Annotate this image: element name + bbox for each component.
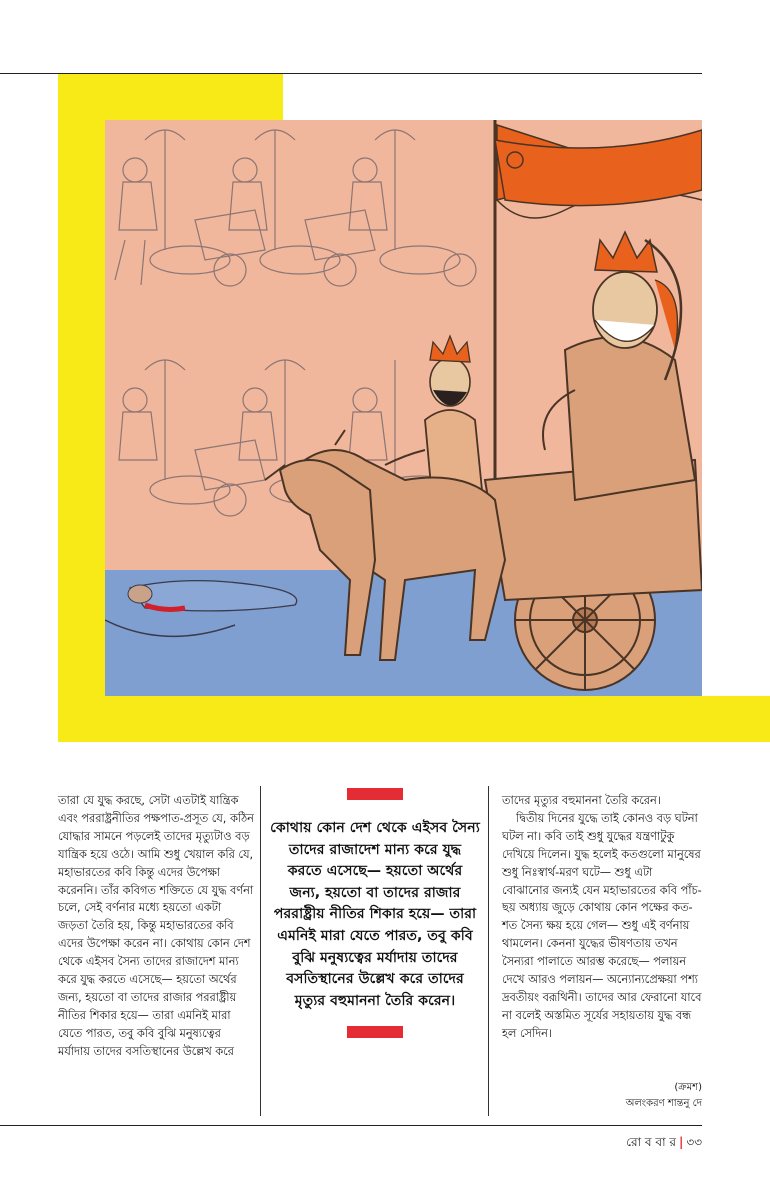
continued-note: (ক্রমশ)	[674, 1082, 702, 1093]
pull-quote-bar-bottom	[347, 1026, 403, 1038]
yellow-frame-left	[58, 74, 105, 742]
column-divider-right	[488, 786, 489, 1116]
bottom-rule	[0, 1125, 702, 1126]
footer-separator: |	[679, 1135, 684, 1149]
page-footer	[560, 1134, 702, 1154]
right-paragraph-continued: তাদের মৃত্যুর বহুমাননা তৈরি করেন।	[502, 794, 661, 807]
pull-quote	[270, 788, 480, 1038]
credit-block	[560, 1080, 702, 1112]
yellow-frame-bottom	[58, 696, 770, 742]
chariot-illustration	[105, 120, 702, 696]
pull-quote-bar-top	[347, 788, 403, 800]
illustration-credit: অলংকরণ শান্তনু দে	[625, 1098, 702, 1109]
right-paragraph: দ্বিতীয় দিনের যুদ্ধে তাই কোনও বড় ঘটনা ঘটল না। কবি তাই শুধু যুদ্ধের যন্ত্রণাটুকু দেখিয়ে দিলেন। যুদ্ধ হলেই কতগুলো মানুষের শুধু নিঃস্বার্থ-মরণ ঘটে— শুধু এটা বোঝানোর জন্যই যেন মহাভারতের কবি পাঁচ-ছয় অধ্যায় জুড়ে কোথায় কোন পক্ষের কত-শত সৈন্য ক্ষয় হয়ে গেল— শুধু এই বর্ণনায় থামলেন। কেননা যুদ্ধের ভীষণতায় তখন সৈন্যরা পালাতে আরম্ভ করেছে— পলায়ন দেখে আরও পলায়ন— অন্যোন্যপ্রেক্ষয়া পশ্য দ্রবতীয়ং বরূথিনী। তাদের আর ফেরানো যাবে না বলেই অস্তমিত সূর্যের সহায়তায় যুদ্ধ বন্ধ হল সেদিন।	[502, 811, 702, 1040]
page-number: ৩৩	[686, 1135, 702, 1149]
left-paragraph: তারা যে যুদ্ধ করছে, সেটা এতটাই যান্ত্রিক এবং পররাষ্ট্রনীতির পক্ষপাত-প্রসূত যে, কঠিন যোদ্ধার সামনে পড়লেই তাদের মৃত্যুটাও বড় যান্ত্রিক হয়ে ওঠে। আমি শুধু খেয়াল করি যে, মহাভারতের কবি কিন্তু এদের উপেক্ষা করেননি। তাঁর কবিগত শক্তিতে যে যুদ্ধ বর্ণনা চলে, সেই বর্ণনার মধ্যে হয়তো একটা জড়তা তৈরি হয়, কিন্তু মহাভারতের কবি এদের উপেক্ষা করেন না। কোথায় কোন দেশ থেকে এইসব সৈন্য তাদের রাজাদেশ মান্য করে যুদ্ধ করতে এসেছে— হয়তো অর্থের জন্য, হয়তো বা তাদের রাজার পররাষ্ট্রীয় নীতির শিকার হয়ে— তারা এমনিই মারা যেতে পারত, তবু কবি বুঝি মনুষ্যত্বের মর্যাদায় তাদের বসতিস্থানের উল্লেখ করে	[58, 794, 254, 1058]
article-column-right	[502, 792, 702, 1043]
column-divider-left	[260, 786, 261, 1116]
pull-quote-text: কোথায় কোন দেশ থেকে এইসব সৈন্য তাদের রাজাদেশ মান্য করে যুদ্ধ করতে এসেছে— হয়তো অর্থের জন্য, হয়তো বা তাদের রাজার পররাষ্ট্রীয় নীতির শিকার হয়ে— তারা এমনিই মারা যেতে পারত, তবু কবি বুঝি মনুষ্যত্বের মর্যাদায় তাদের বসতিস্থানের উল্লেখ করে তাদের মৃত্যুর বহুমাননা তৈরি করেন।	[270, 820, 480, 1009]
magazine-name: রো ব বা র	[626, 1135, 676, 1149]
article-column-left	[58, 792, 254, 1061]
